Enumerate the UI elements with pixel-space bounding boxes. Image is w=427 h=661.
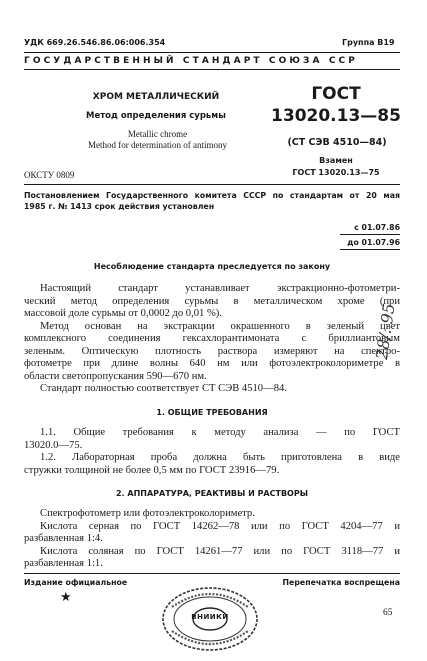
intro-line-2: ческий метод определения сурьмы в металлическом хроме (при xyxy=(24,295,400,307)
title-rule xyxy=(24,184,400,185)
official-edition: Издание официальное xyxy=(24,578,128,587)
decree-to-rule xyxy=(340,249,400,250)
title-en xyxy=(70,129,245,150)
star-icon: ★ xyxy=(60,589,72,604)
handwritten-margin-note: 28/. 95 xyxy=(372,302,399,361)
intro-line-9: Стандарт полностью соответствует СТ СЭВ 4510—84. xyxy=(40,383,287,394)
intro-line-8: области светопропускания 590—670 нм. xyxy=(24,370,207,382)
section1-line-2: 13020.0—75. xyxy=(24,439,83,451)
decree-line1: Постановлением Государственного комитета СССР по стандартам от 20 мая xyxy=(24,191,400,200)
stamp-text: ВНИИКИ xyxy=(191,613,229,621)
cmea-ref: (СТ СЭВ 4510—84) xyxy=(287,137,387,148)
intro-line-1: Настоящий стандарт устанавливает экстракционно-фотометри- xyxy=(40,283,400,294)
replaces-label: Взамен xyxy=(319,156,353,165)
section2-line-5: разбавленная 1:1. xyxy=(24,558,103,569)
section2-line-4: Кислота соляная по ГОСТ 14261—77 или по ГОСТ 3118—77 и xyxy=(40,545,400,557)
udc-code: УДК 669.26.546.86.06:006.354 xyxy=(24,38,166,47)
title-ru: ХРОМ МЕТАЛЛИЧЕСКИЙ xyxy=(92,92,220,102)
header-rule-top xyxy=(24,52,400,53)
okstu-code: ОКСТУ 0809 xyxy=(24,170,75,180)
intro-line-7: фотометре при длине волны 640 нм или фотоэлектроколориметре в xyxy=(24,358,400,369)
gost-number: 13020.13—85 xyxy=(271,106,401,126)
library-stamp xyxy=(160,585,260,653)
section2-line-1: Спектрофотометр или фотоэлектроколориметр. xyxy=(40,508,255,519)
section1-line-4: стружки толщиной не более 0,5 мм по ГОСТ 23916—79. xyxy=(24,464,280,476)
intro-line-3: массовой доле сурьмы от 0,0002 до 0,01 %). xyxy=(24,308,222,319)
header-rule-bottom xyxy=(24,69,400,70)
decree-from-rule xyxy=(340,234,400,235)
footer-rule xyxy=(24,573,400,574)
intro-line-6: зеленым. Оптическую плотность раствора измеряют на спектро- xyxy=(24,345,400,357)
section2-line-3: разбавленная 1:4. xyxy=(24,533,103,544)
intro-line-4: Метод основан на экстракции окрашенного в зеленый цвет xyxy=(40,320,400,332)
reprint-forbidden: Перепечатка воспрещена xyxy=(282,578,400,587)
section2-heading: 2. АППАРАТУРА, РЕАКТИВЫ И РАСТВОРЫ xyxy=(115,489,309,498)
page-number: 65 xyxy=(383,608,393,618)
decree-from: с 01.07.86 xyxy=(354,223,400,232)
subtitle-ru: Метод определения сурьмы xyxy=(86,111,226,121)
section1-line-1: 1.1. Общие требования к методу анализа — по ГОСТ xyxy=(40,427,400,438)
decree-line2: 1985 г. № 1413 срок действия установлен xyxy=(24,202,215,211)
intro-line-5: комплексного соединения гексахлорантимоната с бриллиантовым xyxy=(24,333,400,344)
title-en-line1: Metallic chrome xyxy=(127,129,188,139)
section1-line-3: 1.2. Лабораторная проба должна быть приготовлена в виде xyxy=(40,452,400,463)
gost-label: ГОСТ xyxy=(311,84,361,104)
section2-line-2: Кислота серная по ГОСТ 14262—78 или по ГОСТ 4204—77 и xyxy=(40,520,400,532)
replaces-gost: ГОСТ 13020.13—75 xyxy=(292,168,380,177)
legal-notice: Несоблюдение стандарта преследуется по закону xyxy=(93,262,331,271)
standard-line: ГОСУДАРСТВЕННЫЙ СТАНДАРТ СОЮЗА ССР xyxy=(24,56,358,66)
section1-heading: 1. ОБЩИЕ ТРЕБОВАНИЯ xyxy=(156,408,268,417)
title-en-line2: Method for determination of antimony xyxy=(88,139,227,150)
group-code: Группа В19 xyxy=(342,38,395,47)
decree-to: до 01.07.96 xyxy=(347,238,400,247)
